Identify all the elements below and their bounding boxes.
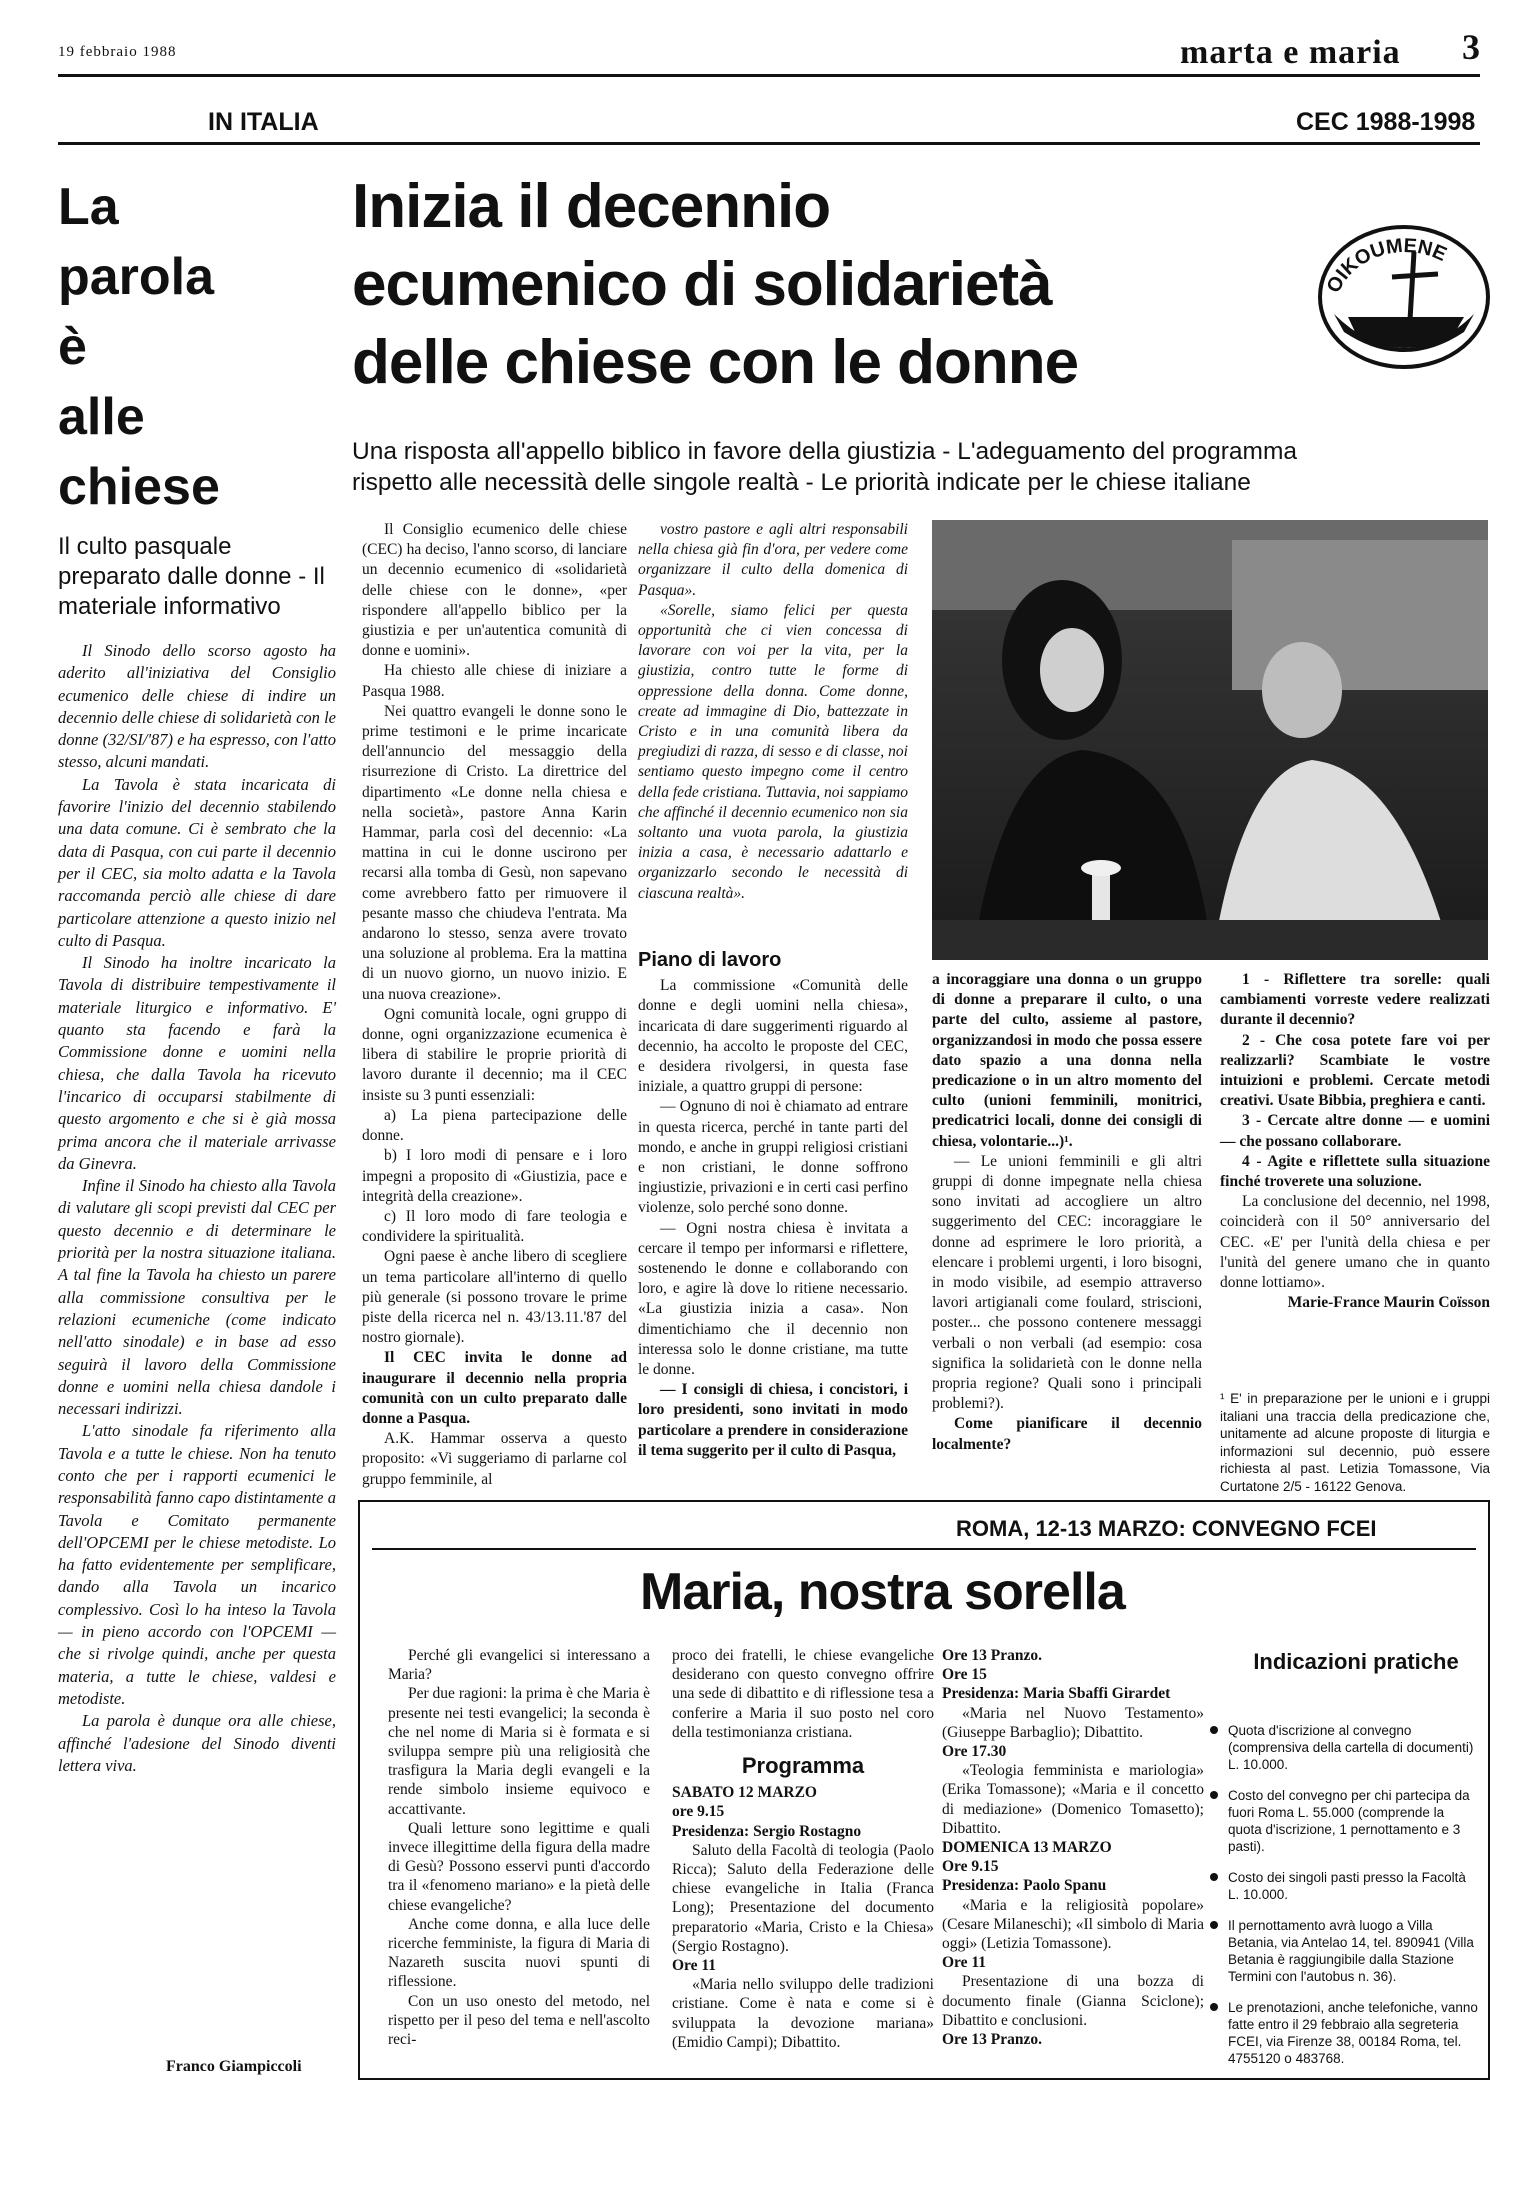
paragraph: — Ognuno di noi è chiamato ad entrare in questa ricerca, perché in tante parti del mondo, e anche in gruppi religiosi cristiani e non cristiani, le donne soffrono ingiustizie, privazioni e in certi casi perfino violenze, solo perché sono donne.: [638, 1098, 908, 1217]
program-chair: Presidenza: Paolo Spanu: [942, 1877, 1107, 1895]
info-list: [1210, 1722, 1478, 2081]
program-time: Ore 11: [942, 1954, 987, 1972]
paragraph: Il Consiglio ecumenico delle chiese (CEC) ha deciso, l'anno scorso, di lanciare un decennio ecumenico di «solidarietà delle chiese con le donne», «per rispondere all'appello biblico per la giustizia e per un'autentica comunità di donne e uomini».: [362, 521, 627, 660]
paragraph: Quali letture sono legittime e quali invece illegittime della figura della madre di Gesù? Possono esservi punti d'accordo tra il «fenomeno mariano» e la pietà delle chiese evangeliche?: [388, 1819, 650, 1914]
program-time: Ore 13 Pranzo.: [942, 2031, 1043, 2049]
sidebar-title-line: alle: [58, 388, 145, 446]
sidebar-paragraph: L'atto sinodale fa riferimento alla Tavola e a tutte le chiese. Non ha tenuto conto che per i rapporti ecumenici le responsabilità fanno capo distintamente a Tavola e Comitato permanente dell'OPCEMI per le chiese metodiste. Lo ha fatto evidentemente per semplificare, dando alla Tavola un incarico complessivo. Così lo ha inteso la Tavola — in pieno accordo con l'OPCEMI — che si rivolge quindi, anche per questa materia, a tutte le chiese, valdesi e metodiste.: [58, 1421, 336, 1708]
paragraph: vostro pastore e agli altri responsabili nella chiesa già fin d'ora, per vedere come organizzare il culto della domenica di Pasqua».: [638, 521, 908, 599]
info-text: Quota d'iscrizione al convegno (comprensiva della cartella di documenti) L. 10.000.: [1228, 1723, 1474, 1772]
sidebar-subtitle: Il culto pasquale preparato dalle donne - Il materiale informativo: [58, 533, 325, 620]
paragraph: A.K. Hammar osserva a questo proposito: «Vi suggeriamo di parlarne col gruppo femminile, al: [362, 1430, 627, 1488]
program-day: DOMENICA 13 MARZO: [942, 1839, 1112, 1857]
program-title: Programma: [741, 1753, 865, 1779]
program-time: Ore 17.30: [942, 1743, 1007, 1761]
program-entry: «Maria nel Nuovo Testamento» (Giuseppe Barbaglio); Dibattito.: [942, 1704, 1204, 1741]
info-text: Costo dei singoli pasti presso la Facoltà L. 10.000.: [1228, 1870, 1466, 1902]
program-chair: Presidenza: Sergio Rostagno: [672, 1822, 862, 1840]
paragraph: — Ogni nostra chiesa è invitata a cercare il tempo per informarsi e riflettere, sostenendo le donne e collaborando con loro, e agire là dove lo ritiene necessario. «La giustizia inizia a casa». Non dimentichiamo che il decennio non interessa solo le donne cristiane, ma tutte le donne.: [638, 1219, 908, 1379]
article-column-2: [638, 520, 908, 904]
paragraph: Ogni comunità locale, ogni gruppo di donne, ogni organizzazione ecumenica è libera di stabilire le proprie priorità di lavoro durante il decennio; ma il CEC insiste su 3 punti essenziali:: [362, 1005, 627, 1104]
program-time: Ore 11: [672, 1957, 717, 1975]
paragraph: «Sorelle, siamo felici per questa opportunità che ci vien concessa di lavorare con voi per la vita, per la giustizia, contro tutte le forme di oppressione della donna. Come donne, create ad immagine di Dio, battezzate in Cristo e in una comunità libera da pregiudizi di razza, di sesso e di classe, noi sentiamo questo impegno come il centro della fede cristiana. Tuttavia, noi sappiamo che affinché il decennio ecumenico non sia soltanto una vuota parola, la giustizia inizia a casa, è necessario adattarlo e organizzarlo secondo le necessità di ciascuna realtà».: [638, 601, 908, 902]
article-column-1: [362, 520, 627, 1490]
program-entry: «Maria nello sviluppo delle tradizioni cristiane. Come è nata e come si è sviluppata la devozione mariana» (Emidio Campi); Dibattito.: [672, 1976, 934, 2051]
box-rule: [372, 1548, 1476, 1550]
headline-line: delle chiese con le donne: [352, 328, 1079, 397]
sidebar-title-line: è: [58, 318, 87, 376]
sidebar-paragraph: Infine il Sinodo ha chiesto alla Tavola di valutare gli scopi previsti dal CEC per questo decennio e di determinare le priorità per la nostra situazione italiana. A tal fine la Tavola ha chiesto un parere alla commissione consultiva per le relazioni ecumeniche (come indicato nell'atto sinodale) e in base ad esso seguirà il lavoro della Commissione donne e uomini nella chiesa dandole i necessari indirizzi.: [58, 1176, 336, 1419]
box-title: Maria, nostra sorella: [640, 1563, 1125, 1621]
box-column-2: [672, 1646, 934, 2052]
sidebar-signature: Franco Giampiccoli: [166, 2058, 302, 2075]
sidebar-paragraph: Il Sinodo ha inoltre incaricato la Tavola di distribuire tempestivamente il materiale liturgico e informativo. E' quanto sta facendo e farà la Commissione donne e uomini nella chiesa, che dalla Tavola ha ricevuto l'incarico di occuparsi stabilmente di questo argomento e che si è già mossa prima ancora che il materiale arrivasse da Ginevra.: [58, 953, 336, 1173]
masthead-rule: [58, 74, 1480, 77]
program-entry: Saluto della Facoltà di teologia (Paolo Ricca); Saluto della Federazione delle chiese evangeliche in Italia (Franca Long); Presentazione del documento preparatorio «Maria, Cristo e la Chiesa» (Sergio Rostagno).: [672, 1841, 934, 1955]
bullet-icon: [1210, 1791, 1218, 1799]
program-entry: «Maria e la religiosità popolare» (Cesare Milaneschi); «Il simbolo di Maria oggi» (Letizia Tomassone).: [942, 1896, 1204, 1953]
paragraph: a) La piena partecipazione delle donne.: [362, 1106, 627, 1145]
paragraph: a incoraggiare una donna o un gruppo di donne a preparare il culto, o una parte del culto, assieme al pastore, organizzandosi in modo che possa essere dato spazio a una donna nella predicazione o in un altro momento del culto (unioni femminili, monitrici, predicatrici locali, donne dei consigli di chiesa, volontarie...)¹.: [932, 971, 1202, 1150]
info-text: Le prenotazioni, anche telefoniche, vanno fatte entro il 29 febbraio alla segreteria FCEI, via Firenze 38, 00184 Roma, tel. 4755120 o 483768.: [1228, 2000, 1478, 2066]
info-item: [1210, 1722, 1478, 1773]
info-title: Indicazioni pratiche: [1253, 1649, 1459, 1674]
paragraph: Il CEC invita le donne ad inaugurare il decennio nella propria comunità con un culto preparato dalle donne a Pasqua.: [362, 1349, 627, 1427]
section-label-right: CEC 1988-1998: [1296, 108, 1476, 136]
oikoumene-logo: [1314, 222, 1494, 372]
article-photo: [932, 520, 1488, 960]
info-item: [1210, 1869, 1478, 1903]
info-item: [1210, 1787, 1478, 1855]
section-label-left: IN ITALIA: [208, 108, 319, 136]
bullet-icon: [1210, 1921, 1218, 1929]
paragraph: La conclusione del decennio, nel 1998, coinciderà con il 50° anniversario del CEC. «E' per l'unità della chiesa e per l'unità del genere umano che in quanto donne lottiamo».: [1220, 1193, 1490, 1292]
paragraph: proco dei fratelli, le chiese evangeliche desiderano con questo convegno offrire una sede di dibattito e di riflessione tesa a conferire a Maria il suo posto nel coro della testimonianza cristiana.: [672, 1647, 934, 1741]
paragraph: — I consigli di chiesa, i concistori, i loro presidenti, sono invitati in modo particolare a prendere in considerazione il tema suggerito per il culto di Pasqua,: [638, 1381, 908, 1459]
page-number: 3: [1462, 27, 1480, 67]
svg-text:OIKOUMENE: [1323, 235, 1450, 297]
program-time: ore 9.15: [672, 1803, 725, 1821]
paragraph: c) Il loro modo di fare teologia e condividere la spiritualità.: [362, 1207, 627, 1246]
paragraph: 3 - Cercate altre donne — e uomini — che possano collaborare.: [1220, 1112, 1490, 1150]
bullet-icon: [1210, 1873, 1218, 1881]
info-item: [1210, 1999, 1478, 2067]
program-time: Ore 9.15: [942, 1858, 999, 1876]
sidebar-paragraph: La Tavola è stata incaricata di favorire l'inizio del decennio stabilendo una data comune. Ci è sembrato che la data di Pasqua, con cui parte il decennio per il CEC, sia molto adatta e la Tavola raccomanda perciò alle chiese di dare particolare attenzione a questo inizio nel culto di Pasqua.: [58, 774, 336, 950]
paragraph: b) I loro modi di pensare e i loro impegni a proposito di «Giustizia, pace e integrità della creazione».: [362, 1147, 627, 1205]
footnote: ¹ E' in preparazione per le unioni e i gruppi italiani una traccia della predicazione che, unitamente ad alcune proposte di liturgia e informazioni sul decennio, può essere richiesta al past. Letizia Tomassone, Via Curtatone 2/5 - 16122 Genova.: [1220, 1391, 1490, 1494]
article-column-2b: [638, 940, 908, 1461]
paragraph: Anche come donna, e alla luce delle ricerche femministe, la figura di Maria di Nazareth suscita nuovi spunti di riflessione.: [388, 1915, 650, 1991]
sidebar-body: [58, 640, 336, 1777]
bullet-icon: [1210, 2003, 1218, 2011]
newspaper-name: marta e maria: [1180, 34, 1401, 71]
info-text: Costo del convegno per chi partecipa da fuori Roma L. 55.000 (comprende la quota d'iscrizione, 1 pernottamento e 3 pasti).: [1228, 1788, 1470, 1854]
headline-line: Inizia il decennio: [352, 172, 831, 241]
section-rule: [58, 142, 1480, 145]
article-signature: Marie-France Maurin Coïsson: [1287, 1294, 1490, 1312]
paragraph: Con un uso onesto del metodo, nel rispetto per il peso del tema e nell'ascolto reci-: [388, 1992, 650, 2049]
sidebar-title-line: La: [58, 178, 119, 236]
program-entry: Presentazione di una bozza di documento finale (Gianna Sciclone); Dibattito e conclusioni.: [942, 1973, 1204, 2029]
paragraph: Ogni paese è anche libero di scegliere un tema particolare all'interno di quello più generale (si possono trovare le prime piste della ricerca nel n. 43/13.11.'87 del nostro giornale).: [362, 1248, 627, 1347]
issue-date: 19 febbraio 1988: [58, 44, 177, 60]
bullet-icon: [1210, 1726, 1218, 1734]
paragraph: 1 - Riflettere tra sorelle: quali cambiamenti vorreste vedere realizzati durante il decennio?: [1220, 971, 1490, 1029]
program-day: SABATO 12 MARZO: [672, 1784, 817, 1802]
sidebar-title-line: parola: [58, 248, 215, 306]
sidebar-title: [58, 172, 318, 522]
box-kicker: ROMA, 12-13 MARZO: CONVEGNO FCEI: [956, 1516, 1377, 1541]
paragraph: Per due ragioni: la prima è che Maria è presente nei testi evangelici; la seconda è che nel nome di Maria si è formata e si sviluppa sempre più una religiosità che trasfigura la Maria degli evangeli e la rende simbolo insieme equivoco e accattivante.: [388, 1685, 650, 1818]
headline-line: ecumenico di solidarietà: [352, 250, 1052, 319]
paragraph: Perché gli evangelici si interessano a Maria?: [388, 1647, 650, 1684]
logo-text: OIKOUMENE: [1322, 234, 1450, 297]
sidebar-paragraph: La parola è dunque ora alle chiese, affinché l'adesione del Sinodo diventi lettera viva.: [58, 1711, 336, 1775]
sidebar-paragraph: Il Sinodo dello scorso agosto ha aderito all'iniziativa del Consiglio ecumenico delle chiese di indire un decennio delle chiese di solidarietà con le donne (32/SI/'87) e ha espresso, con l'atto stesso, alcuni mandati.: [58, 641, 336, 772]
deck-line: Una risposta all'appello biblico in favore della giustizia - L'adeguamento del programma: [352, 438, 1297, 465]
article-column-3: [932, 970, 1202, 1455]
paragraph: Come pianificare il decennio localmente?: [932, 1415, 1202, 1453]
paragraph: 4 - Agite e riflettete sulla situazione finché troverete una soluzione.: [1220, 1152, 1490, 1191]
box-column-3: [942, 1646, 1204, 2049]
paragraph: 2 - Che cosa potete fare voi per realizzarli? Scambiate le vostre intuizioni e problemi. Cercate metodi creativi. Usate Bibbia, preghiera e canti.: [1220, 1031, 1490, 1110]
article-column-4: [1220, 970, 1490, 1313]
subheading: Piano di lavoro: [638, 949, 782, 971]
box-column-1: [388, 1646, 650, 2049]
info-item: [1210, 1917, 1478, 1985]
program-time: Ore 13 Pranzo.: [942, 1647, 1043, 1664]
deck-line: rispetto alle necessità delle singole realtà - Le priorità indicate per le chiese italiane: [352, 469, 1251, 496]
info-text: Il pernottamento avrà luogo a Villa Betania, via Antelao 14, tel. 890941 (Villa Betania è raggiungibile dalla Stazione Termini con l'autobus n. 36).: [1228, 1918, 1474, 1984]
paragraph: Ha chiesto alle chiese di iniziare a Pasqua 1988.: [362, 662, 627, 700]
program-entry: «Teologia femminista e mariologia» (Erika Tomassone); «Maria e il concetto di mediazione» (Domenico Tomasetto); Dibattito.: [942, 1762, 1204, 1837]
article-deck: [352, 436, 1490, 498]
program-chair: Presidenza: Maria Sbaffi Girardet: [942, 1685, 1171, 1703]
program-time: Ore 15: [942, 1666, 987, 1684]
paragraph: — Le unioni femminili e gli altri gruppi di donne impegnate nella chiesa sono invitati ad accogliere un altro suggerimento del CEC: incoraggiare le donne ad esprimere le loro priorità, a elencare i problemi urgenti, i loro bisogni, in modo visibile, ad esempio attraverso lavori artigianali come foulard, striscioni, poster... che possono contenere messaggi verbali o non verbali (ad esempio: cosa significa la solidarietà con le donne nella propria regione? Quali sono i principali problemi?).: [932, 1152, 1202, 1413]
paragraph: Nei quattro evangeli le donne sono le prime testimoni e le prime incaricate dell'annuncio del messaggio della risurrezione di Cristo. La direttrice del dipartimento «Le donne nella chiesa e nella società», pastore Anna Karin Hammar, parla così del decennio: «La mattina in cui le donne uscirono per recarsi alla tomba di Gesù, non sapevano come avrebbero fatto per rimuovere il pesante masso che chiudeva l'entrata. Ma andarono lo stesso, senza avere trovato una soluzione al problema. Era la mattina di un nuovo giorno, un nuovo inizio. E una nuova creazione».: [362, 702, 627, 1003]
article-headline: [352, 168, 1272, 402]
sidebar-title-line: chiese: [58, 458, 220, 516]
paragraph: La commissione «Comunità delle donne e degli uomini nella chiesa», incaricata di dare suggerimenti riguardo al decennio, ha accolto le proposte del CEC, e desidera rivolgersi, in questa fase iniziale, a quattro gruppi di persone:: [638, 977, 908, 1096]
